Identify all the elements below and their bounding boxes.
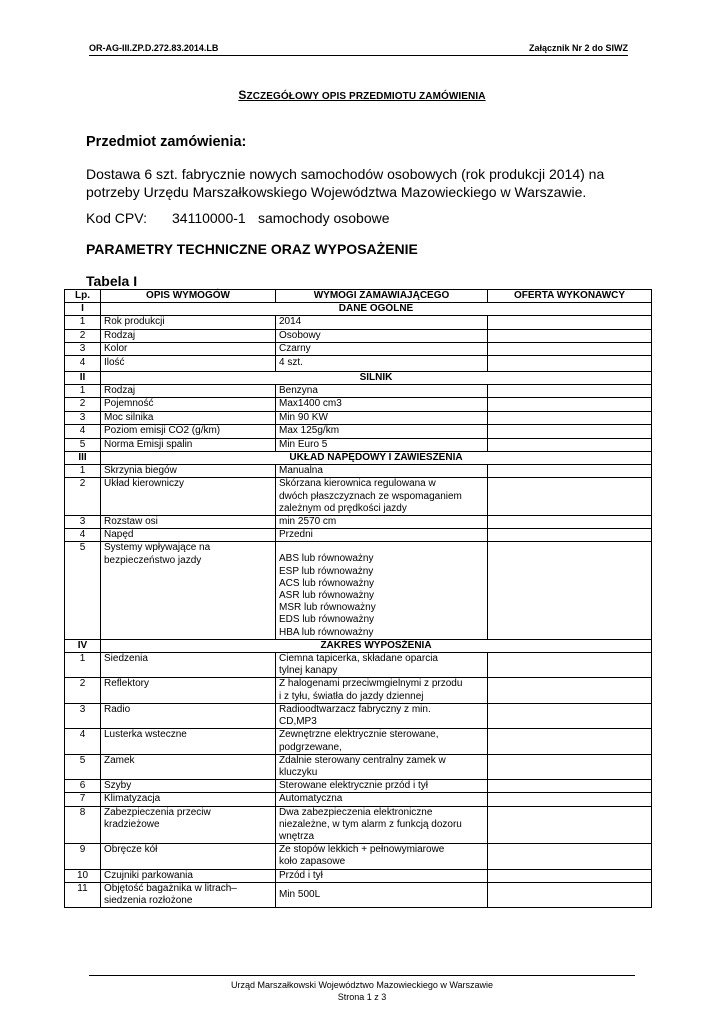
subject-description: Dostawa 6 szt. fabrycznie nowych samochodów osobowych (rok produkcji 2014) na potrzeby Urzędu Marszałkowskiego Województwa Mazowieckiego w Warszawie.: [86, 166, 605, 200]
table-row: [65, 793, 652, 806]
table-row: [65, 882, 652, 907]
section-title: UKŁAD NAPĘDOWY I ZAWIESZENIA: [101, 452, 652, 465]
row-requirement: 4 szt.: [276, 356, 488, 372]
section-title: ZAKRES WYPOSŻENIA: [101, 639, 652, 652]
row-lp: 3: [65, 516, 101, 529]
subject-heading: Przedmiot zamówienia:: [86, 134, 247, 150]
row-description: Zamek: [101, 754, 276, 779]
row-description: Reflektory: [101, 678, 276, 703]
row-requirement: Max1400 cm3: [276, 398, 488, 411]
table-row: [65, 653, 652, 678]
row-description: Klimatyzacja: [101, 793, 276, 806]
row-lp: 7: [65, 793, 101, 806]
row-description: Obręcze kół: [101, 844, 276, 869]
row-requirement: min 2570 cm: [276, 516, 488, 529]
table-row: [65, 542, 652, 639]
header-req: WYMOGI ZAMAWIAJĄCEGO: [276, 290, 488, 303]
section-number: III: [65, 452, 101, 465]
row-requirement: Min 500L: [276, 882, 488, 907]
table-row: [65, 678, 652, 703]
row-requirement: Automatyczna: [276, 793, 488, 806]
table-row: [65, 424, 652, 438]
row-offer-cell: [488, 385, 652, 398]
section-row: [65, 452, 652, 465]
row-lp: 10: [65, 869, 101, 882]
table-row: [65, 869, 652, 882]
header-desc: OPIS WYMOGÓW: [101, 290, 276, 303]
document-title: [0, 88, 724, 102]
row-requirement: Ciemna tapicerka, składane oparcia tylnej kanapy: [276, 653, 488, 678]
row-offer-cell: [488, 411, 652, 424]
row-offer-cell: [488, 465, 652, 478]
row-description: Układ kierowniczy: [101, 478, 276, 516]
row-requirement: Min Euro 5: [276, 438, 488, 451]
row-requirement: Manualna: [276, 465, 488, 478]
attachment-label: Załącznik Nr 2 do SIWZ: [528, 43, 628, 53]
table-row: [65, 329, 652, 342]
row-lp: 5: [65, 438, 101, 451]
params-heading: PARAMETRY TECHNICZNE ORAZ WYPOSAŻENIE: [86, 241, 418, 257]
row-requirement: Benzyna: [276, 385, 488, 398]
cpv-line: [86, 210, 390, 226]
cpv-label: Kod CPV:: [86, 210, 147, 226]
row-requirement: Min 90 KW: [276, 411, 488, 424]
row-description: Zabezpieczenia przeciw kradzieżowe: [101, 806, 276, 844]
section-number: II: [65, 372, 101, 385]
row-offer-cell: [488, 806, 652, 844]
row-lp: 3: [65, 703, 101, 728]
table-row: [65, 316, 652, 329]
table-row: [65, 411, 652, 424]
cpv-name: samochody osobowe: [258, 210, 390, 226]
row-offer-cell: [488, 869, 652, 882]
document-reference: OR-AG-III.ZP.D.272.83.2014.LB: [89, 43, 219, 53]
row-lp: 3: [65, 342, 101, 355]
table-row: [65, 780, 652, 793]
section-row: [65, 303, 652, 316]
row-description: Siedzenia: [101, 653, 276, 678]
row-description: Poziom emisji CO2 (g/km): [101, 424, 276, 438]
row-requirement: ABS lub równoważny ESP lub równoważny ACS lub równoważny ASR lub równoważny MSR lub równoważny EDS lub równoważny HBA lub równoważny: [276, 542, 488, 639]
row-offer-cell: [488, 398, 652, 411]
row-offer-cell: [488, 316, 652, 329]
section-row: [65, 372, 652, 385]
section-number: I: [65, 303, 101, 316]
row-description: Lusterka wsteczne: [101, 729, 276, 754]
table-row: [65, 356, 652, 372]
title-initial: S: [238, 88, 247, 102]
row-lp: 1: [65, 465, 101, 478]
row-requirement: Zewnętrzne elektrycznie sterowane, podgrzewane,: [276, 729, 488, 754]
row-offer-cell: [488, 356, 652, 372]
table-row: [65, 465, 652, 478]
row-description: Czujniki parkowania: [101, 869, 276, 882]
page-footer: [0, 979, 724, 1003]
row-offer-cell: [488, 438, 652, 451]
table-title: Tabela I: [86, 273, 138, 289]
row-offer-cell: [488, 516, 652, 529]
row-offer-cell: [488, 529, 652, 542]
row-offer-cell: [488, 703, 652, 728]
row-lp: 8: [65, 806, 101, 844]
footer-page-number: Strona 1 z 3: [337, 992, 387, 1002]
row-description: Rok produkcji: [101, 316, 276, 329]
cpv-code: 34110000-1: [172, 210, 246, 226]
row-requirement: Zdalnie sterowany centralny zamek w kluczyku: [276, 754, 488, 779]
row-offer-cell: [488, 678, 652, 703]
section-row: [65, 639, 652, 652]
table-row: [65, 754, 652, 779]
row-lp: 4: [65, 529, 101, 542]
row-requirement: 2014: [276, 316, 488, 329]
row-description: Ilość: [101, 356, 276, 372]
header-lp: Lp.: [65, 290, 101, 303]
row-lp: 3: [65, 411, 101, 424]
row-requirement: Osobowy: [276, 329, 488, 342]
row-description: Rodzaj: [101, 385, 276, 398]
row-offer-cell: [488, 542, 652, 639]
row-offer-cell: [488, 424, 652, 438]
row-lp: 1: [65, 385, 101, 398]
row-offer-cell: [488, 882, 652, 907]
row-offer-cell: [488, 780, 652, 793]
row-lp: 9: [65, 844, 101, 869]
footer-divider: [89, 975, 635, 976]
row-requirement: Ze stopów lekkich + pełnowymiarowe koło zapasowe: [276, 844, 488, 869]
table-row: [65, 516, 652, 529]
row-requirement: Czarny: [276, 342, 488, 355]
row-lp: 1: [65, 653, 101, 678]
row-description: Norma Emisji spalin: [101, 438, 276, 451]
row-requirement: Max 125g/km: [276, 424, 488, 438]
row-description: Moc silnika: [101, 411, 276, 424]
table-body: [65, 303, 652, 908]
table-header-row: [65, 290, 652, 303]
row-lp: 2: [65, 398, 101, 411]
row-description: Radio: [101, 703, 276, 728]
row-description: Objętość bagażnika w litrach– siedzenia rozłożone: [101, 882, 276, 907]
table-row: [65, 385, 652, 398]
row-description: Rozstaw osi: [101, 516, 276, 529]
table-row: [65, 342, 652, 355]
row-lp: 4: [65, 729, 101, 754]
row-offer-cell: [488, 844, 652, 869]
page-header: [89, 41, 628, 56]
table-row: [65, 729, 652, 754]
row-offer-cell: [488, 729, 652, 754]
row-description: Kolor: [101, 342, 276, 355]
section-number: IV: [65, 639, 101, 652]
row-requirement: Dwa zabezpieczenia elektroniczne niezależne, w tym alarm z funkcją dozoru wnętrza: [276, 806, 488, 844]
row-lp: 6: [65, 780, 101, 793]
row-lp: 2: [65, 329, 101, 342]
row-description: Skrzynia biegów: [101, 465, 276, 478]
table-row: [65, 438, 652, 451]
table-row: [65, 529, 652, 542]
row-description: Systemy wpływające na bezpieczeństwo jazdy: [101, 542, 276, 639]
row-requirement: Przód i tył: [276, 869, 488, 882]
row-description: Napęd: [101, 529, 276, 542]
spec-table: [64, 289, 652, 908]
table-row: [65, 806, 652, 844]
table-row: [65, 398, 652, 411]
row-offer-cell: [488, 342, 652, 355]
table-row: [65, 703, 652, 728]
footer-institution: Urząd Marszałkowski Województwo Mazowieckiego w Warszawie: [230, 980, 494, 990]
row-description: Pojemność: [101, 398, 276, 411]
row-offer-cell: [488, 478, 652, 516]
row-offer-cell: [488, 754, 652, 779]
header-offer: OFERTA WYKONAWCY: [488, 290, 652, 303]
row-offer-cell: [488, 793, 652, 806]
row-lp: 2: [65, 678, 101, 703]
row-lp: 5: [65, 542, 101, 639]
section-title: SILNIK: [101, 372, 652, 385]
section-title: DANE OGÓLNE: [101, 303, 652, 316]
row-lp: 4: [65, 356, 101, 372]
row-lp: 5: [65, 754, 101, 779]
table-row: [65, 844, 652, 869]
row-offer-cell: [488, 653, 652, 678]
row-description: Rodzaj: [101, 329, 276, 342]
row-description: Szyby: [101, 780, 276, 793]
row-lp: 4: [65, 424, 101, 438]
row-requirement: Skórzana kierownica regulowana w dwóch płaszczyznach ze wspomaganiem zależnym od prędkości jazdy: [276, 478, 488, 516]
row-requirement: Sterowane elektrycznie przód i tył: [276, 780, 488, 793]
table-row: [65, 478, 652, 516]
row-requirement: Przedni: [276, 529, 488, 542]
title-rest: ZCZEGÓŁOWY OPIS PRZEDMIOTU ZAMÓWIENIA: [246, 91, 486, 102]
row-lp: 2: [65, 478, 101, 516]
row-lp: 1: [65, 316, 101, 329]
row-offer-cell: [488, 329, 652, 342]
row-requirement: Z halogenami przeciwmgielnymi z przodu i z tyłu, światła do jazdy dziennej: [276, 678, 488, 703]
row-lp: 11: [65, 882, 101, 907]
row-requirement: Radioodtwarzacz fabryczny z min. CD,MP3: [276, 703, 488, 728]
